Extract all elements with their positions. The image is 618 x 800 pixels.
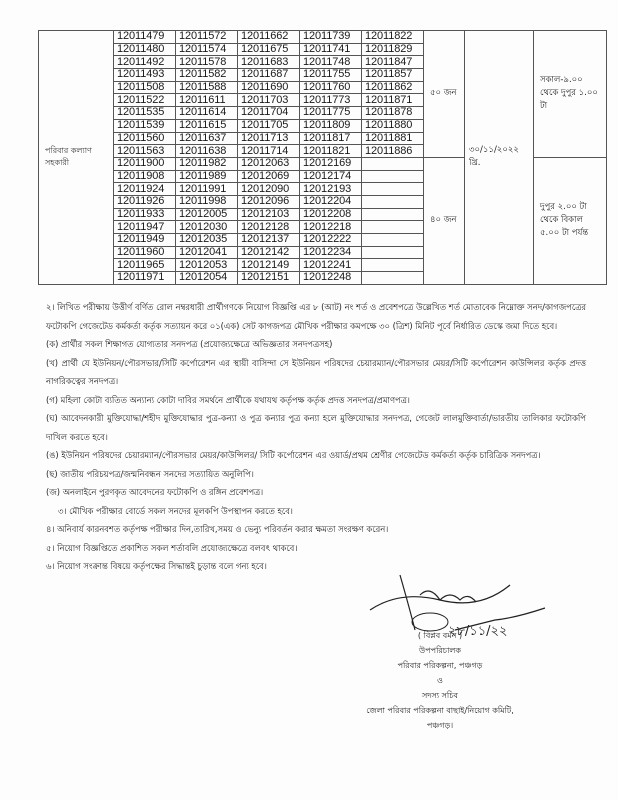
roll-number-cell: 12011933 [114, 208, 176, 221]
note-ja: (জ) অনলাইনে পুরণকৃত আবেদনের ফটোকপি ও রঙ্গিন প্রবেশপত্র। [46, 487, 264, 497]
roll-number-cell: 12011908 [114, 170, 176, 183]
roll-number-cell: 12011960 [114, 246, 176, 259]
roll-number-cell: 12012149 [238, 259, 300, 272]
roll-number-cell: 12011687 [238, 69, 300, 82]
roll-number-cell [362, 183, 424, 196]
roll-number-cell: 12012241 [300, 259, 362, 272]
signature-block [330, 628, 550, 733]
roll-number-cell: 12012151 [238, 272, 300, 285]
roll-number-cell: 12012053 [176, 259, 238, 272]
roll-number-cell: 12011479 [114, 31, 176, 44]
roll-number-cell: 12011900 [114, 157, 176, 170]
roll-number-cell: 12011924 [114, 183, 176, 196]
roll-number-cell: 12011741 [300, 43, 362, 56]
roll-number-cell: 12011508 [114, 81, 176, 94]
candidate-count-cell: ৫০ জন [424, 31, 465, 158]
roll-number-cell: 12011886 [362, 145, 424, 158]
roll-number-cell: 12011949 [114, 234, 176, 247]
roll-number-cell: 12012054 [176, 272, 238, 285]
roll-number-cell: 12011713 [238, 132, 300, 145]
roll-number-cell: 12011703 [238, 94, 300, 107]
note-chha: (ছ) জাতীয় পরিচয়পত্র/জন্মনিবন্ধন সনদের সত্যায়িত অনুলিপি। [46, 468, 254, 479]
roll-number-cell: 12012218 [300, 221, 362, 234]
roll-number-cell [362, 157, 424, 170]
exam-time-cell: সকাল-৯.০০ থেকে দুপুর ১.০০ টা [534, 31, 607, 158]
note-uma: (ঙ) ইউনিয়ন পরিষদের চেয়ারম্যান/পৌরসভার মেয়র/কাউন্সিলর/ সিটি কর্পোরেশন এর ওয়ার্ড/প্রথম শ্রেণীর গেজেটেড কর্মকর্তা কর্তৃক চারিত্রিক সনদপত্র। [46, 450, 541, 460]
note-2: ২। লিখিত পরীক্ষায় উত্তীর্ণ বর্ণিত রোল নম্বরধারী প্রার্থীগণকে নিয়োগ বিজ্ঞপ্তি এর ৮ (আট) নং শর্ত ও প্রবেশপত্রে উল্লেখিত শর্ত মোতাবেক নিম্নোক্ত সনদ/কাগজপত্রের ফটোকপি গেজেটেড কর্মকর্তা কর্তৃক সত্যায়ন করে ০১(এক) সেট কাগজপত্র মৌখিক পরীক্ষার কমপক্ষে ৩০ (ত্রিশ) মিনিট পূর্বে নির্ধারিত ডেস্কে জমা দিতে হবে। [46, 302, 586, 331]
roll-number-cell [362, 221, 424, 234]
roll-number-cell: 12011637 [176, 132, 238, 145]
roll-number-cell: 12012035 [176, 234, 238, 247]
roll-number-cell: 12011878 [362, 107, 424, 120]
signatory-role: সদস্য সচিব [422, 691, 458, 700]
roll-number-cell: 12011614 [176, 107, 238, 120]
roll-number-cell: 12011615 [176, 119, 238, 132]
instructions-section [46, 298, 586, 576]
roll-number-cell [362, 246, 424, 259]
roll-number-cell: 12011880 [362, 119, 424, 132]
place-name: পঞ্চগড়। [426, 721, 454, 730]
conjunction: ও [437, 676, 443, 685]
roll-number-cell: 12012090 [238, 183, 300, 196]
candidate-count-cell: ৪০ জন [424, 157, 465, 284]
roll-number-cell [362, 272, 424, 285]
roll-number-cell: 12012234 [300, 246, 362, 259]
roll-number-cell: 12011560 [114, 132, 176, 145]
roll-number-cell: 12011755 [300, 69, 362, 82]
roll-number-cell: 12011683 [238, 56, 300, 69]
roll-number-cell: 12011675 [238, 43, 300, 56]
roll-number-cell: 12011971 [114, 272, 176, 285]
signatory-office: পরিবার পরিকল্পনা, পঞ্চগড় [397, 661, 483, 670]
roll-number-cell: 12011862 [362, 81, 424, 94]
roll-number-cell: 12012137 [238, 234, 300, 247]
roll-number-cell: 12011493 [114, 69, 176, 82]
roll-number-cell: 12011522 [114, 94, 176, 107]
roll-number-cell [362, 170, 424, 183]
roll-number-cell: 12011847 [362, 56, 424, 69]
roll-number-table [38, 30, 607, 285]
roll-number-cell: 12012069 [238, 170, 300, 183]
roll-number-cell: 12011947 [114, 221, 176, 234]
roll-number-cell: 12011611 [176, 94, 238, 107]
roll-number-cell: 12012222 [300, 234, 362, 247]
roll-number-cell: 12012169 [300, 157, 362, 170]
roll-number-cell: 12012041 [176, 246, 238, 259]
roll-number-cell [362, 208, 424, 221]
roll-number-cell: 12011638 [176, 145, 238, 158]
roll-number-cell: 12011480 [114, 43, 176, 56]
roll-number-cell: 12011857 [362, 69, 424, 82]
roll-number-cell: 12011775 [300, 107, 362, 120]
roll-number-cell: 12011871 [362, 94, 424, 107]
roll-number-cell: 12011773 [300, 94, 362, 107]
roll-number-cell: 12011748 [300, 56, 362, 69]
table-row [39, 31, 607, 44]
note-3: ৩। মৌখিক পরীক্ষার বোর্ডে সকল সনদের মূলকপি উপস্থাপন করতে হবে। [58, 505, 293, 516]
roll-number-cell: 12011588 [176, 81, 238, 94]
roll-number-cell [362, 259, 424, 272]
roll-number-cell: 12011739 [300, 31, 362, 44]
roll-number-cell: 12011574 [176, 43, 238, 56]
roll-number-cell: 12011822 [362, 31, 424, 44]
handwritten-date: ২৮/১১/২২ [448, 624, 508, 639]
roll-number-cell: 12011662 [238, 31, 300, 44]
roll-number-cell [362, 234, 424, 247]
roll-number-cell: 12011582 [176, 69, 238, 82]
roll-number-cell: 12011492 [114, 56, 176, 69]
roll-number-cell: 12011760 [300, 81, 362, 94]
roll-number-cell: 12011989 [176, 170, 238, 183]
roll-number-cell: 12012204 [300, 195, 362, 208]
roll-number-cell: 12011705 [238, 119, 300, 132]
roll-number-cell: 12011926 [114, 195, 176, 208]
note-5: ৫। নিয়োগ বিজ্ঞপ্তিতে প্রকাশিত সকল শর্তাবলি প্রযোজ্যক্ষেত্রে বলবৎ থাকবে। [46, 542, 298, 553]
roll-number-cell: 12012005 [176, 208, 238, 221]
roll-number-cell: 12011535 [114, 107, 176, 120]
signatory-title: উপপরিচালক [419, 646, 461, 655]
roll-number-cell: 12011965 [114, 259, 176, 272]
exam-time-cell: দুপুর ২.০০ টা থেকে বিকাল ৫.০০ টা পর্যন্ত [534, 157, 607, 284]
roll-number-cell: 12012128 [238, 221, 300, 234]
roll-number-cell: 12011991 [176, 183, 238, 196]
roll-number-cell: 12011998 [176, 195, 238, 208]
roll-number-cell: 12011714 [238, 145, 300, 158]
note-ka: (ক) প্রার্থীর সকল শিক্ষাগত যোগ্যতার সনদপত্র (প্রযোজ্যক্ষেত্রে অভিজ্ঞতার সনদপত্রসহ) [46, 339, 333, 349]
signatory-name: ( বিপ্লব বর্মন ) [417, 631, 463, 640]
roll-number-cell: 12012142 [238, 246, 300, 259]
roll-number-cell: 12011809 [300, 119, 362, 132]
roll-number-cell: 12011690 [238, 81, 300, 94]
roll-number-cell: 12012248 [300, 272, 362, 285]
roll-number-cell: 12012208 [300, 208, 362, 221]
exam-date: ৩০/১১/২০২২ খ্রি. [469, 145, 519, 169]
roll-number-cell: 12011829 [362, 43, 424, 56]
roll-number-cell: 12011572 [176, 31, 238, 44]
roll-number-cell: 12011563 [114, 145, 176, 158]
note-ga: (গ) মহিলা কোটা ব্যতিত অন্যান্য কোটা দাবির সমর্থনে প্রার্থীকে যথাযথ কর্তৃপক্ষ কর্তৃক প্রদত্ত সনদপত্র/প্রমাণপত্র। [46, 394, 410, 405]
note-4: ৪। অনিবার্য কারনবশত কর্তৃপক্ষ পরীক্ষার দিন,তারিখ,সময় ও ভেন্যু পরিবর্তন করার ক্ষমতা সংরক্ষণ করেন। [46, 524, 389, 534]
note-6: ৬। নিয়োগ সংক্রান্ত বিষয়ে কর্তৃপক্ষের সিদ্ধান্তই চুড়ান্ত বলে গন্য হবে। [46, 561, 267, 571]
roll-number-cell: 12012103 [238, 208, 300, 221]
post-name-cell: পরিবার কল্যাণ সহকারী [39, 31, 114, 285]
note-gha: (ঘ) আবেদনকারী মুক্তিযোদ্ধা/শহীদ মুক্তিযোদ্ধার পুত্র-কন্যা ও পুত্র কন্যার পুত্র কন্যা হলে মুক্তিযোদ্ধার সনদপত্র, গেজেট লালমুক্তিবার্তা/ভারতীয় তালিকার ফটোকপি দাখিল করতে হবে। [46, 413, 586, 442]
note-kha: (খ) প্রার্থী যে ইউনিয়ন/পৌরসভার/সিটি কর্পোরেশন এর স্থায়ী বাসিন্দা সে ইউনিয়ন পরিষদের চেয়ারম্যান/পৌরসভার মেয়র/সিটি কর্পোরেশন কাউন্সিলর কর্তৃক প্রদত্ত নাগরিকত্বের সনদপত্র। [46, 357, 586, 386]
roll-number-cell: 12012063 [238, 157, 300, 170]
roll-number-cell: 12011578 [176, 56, 238, 69]
roll-number-cell: 12012030 [176, 221, 238, 234]
roll-number-cell: 12011817 [300, 132, 362, 145]
roll-number-cell [362, 195, 424, 208]
roll-number-cell: 12012096 [238, 195, 300, 208]
roll-number-cell: 12011821 [300, 145, 362, 158]
roll-number-cell: 12011704 [238, 107, 300, 120]
roll-number-cell: 12011982 [176, 157, 238, 170]
committee-name: জেলা পরিবার পরিকল্পনা বাছাই/নিয়োগ কমিটি, [366, 706, 514, 715]
roll-number-cell: 12012193 [300, 183, 362, 196]
exam-date-cell [465, 31, 534, 285]
roll-number-cell: 12011881 [362, 132, 424, 145]
roll-number-cell: 12012174 [300, 170, 362, 183]
roll-number-cell: 12011539 [114, 119, 176, 132]
